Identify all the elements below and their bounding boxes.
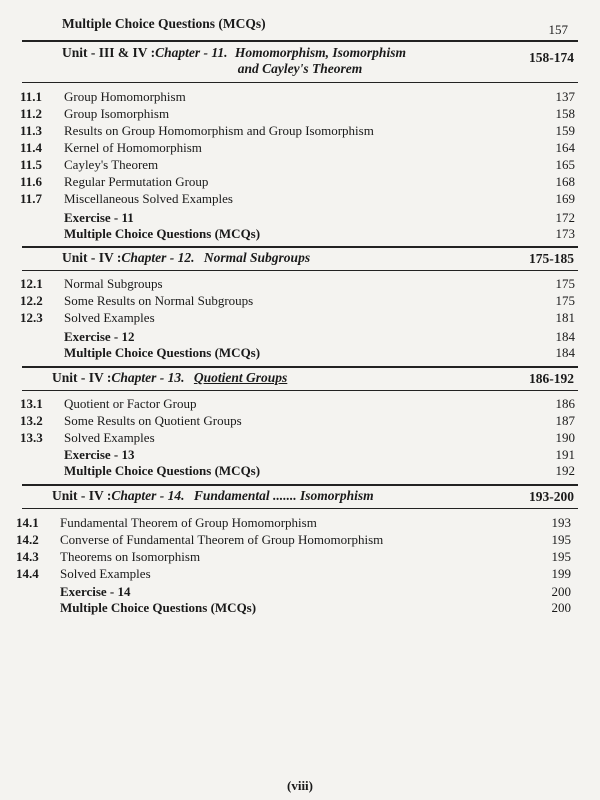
chapter-14-heading bbox=[52, 488, 374, 504]
chapter-14-title: Fundamental ....... Isomorphism bbox=[193, 488, 374, 503]
page-number-footer: (viii) bbox=[287, 778, 313, 793]
chapter-14-header bbox=[22, 484, 578, 509]
exercise-row: Exercise - 12 184 bbox=[64, 329, 575, 344]
toc-row: 14.1 Fundamental Theorem of Group Homomorphism 193 bbox=[16, 515, 571, 530]
mcq-row: Multiple Choice Questions (MCQs) 184 bbox=[64, 345, 575, 360]
chapter-11-label: Chapter - 11. bbox=[155, 45, 228, 60]
chapter-12-range: 175-185 bbox=[529, 251, 574, 266]
exercise-row: Exercise - 14 200 bbox=[60, 584, 571, 599]
chapter-14-range: 193-200 bbox=[529, 489, 574, 504]
toc-row: 11.3 Results on Group Homomorphism and Group Isomorphism 159 bbox=[20, 123, 575, 138]
chapter-11-title-line2: and Cayley's Theorem bbox=[237, 61, 363, 76]
toc-row: 13.1 Quotient or Factor Group 186 bbox=[20, 396, 575, 411]
chapter-12-title: Normal Subgroups bbox=[203, 250, 311, 265]
chapter-13-unit: Unit - IV : bbox=[52, 370, 112, 385]
chapter-13-title: Quotient Groups bbox=[193, 370, 288, 385]
toc-row: 13.3 Solved Examples 190 bbox=[20, 430, 575, 445]
toc-row: 11.4 Kernel of Homomorphism 164 bbox=[20, 140, 575, 155]
exercise-row: Exercise - 13 191 bbox=[64, 447, 575, 462]
mcq-row: Multiple Choice Questions (MCQs) 192 bbox=[64, 463, 575, 478]
top-mcq-title: Multiple Choice Questions (MCQs) bbox=[62, 16, 266, 31]
mcq-row: Multiple Choice Questions (MCQs) 173 bbox=[64, 226, 575, 241]
chapter-14-label: Chapter - 14. bbox=[111, 488, 185, 503]
toc-row: 13.2 Some Results on Quotient Groups 187 bbox=[20, 413, 575, 428]
chapter-14-unit: Unit - IV : bbox=[52, 488, 112, 503]
toc-row: 11.5 Cayley's Theorem 165 bbox=[20, 157, 575, 172]
chapter-13-label: Chapter - 13. bbox=[111, 370, 185, 385]
chapter-13-heading bbox=[52, 370, 287, 386]
chapter-12-header bbox=[22, 246, 578, 271]
chapter-11-range: 158-174 bbox=[529, 50, 574, 65]
chapter-11-title: Homomorphism, Isomorphism bbox=[234, 45, 406, 60]
chapter-13-header bbox=[22, 366, 578, 391]
chapter-12-label: Chapter - 12. bbox=[121, 250, 195, 265]
toc-row: 12.3 Solved Examples 181 bbox=[20, 310, 575, 325]
toc-row: 14.3 Theorems on Isomorphism 195 bbox=[16, 549, 571, 564]
exercise-row: Exercise - 11 172 bbox=[64, 210, 575, 225]
chapter-12-unit: Unit - IV : bbox=[62, 250, 122, 265]
chapter-11-heading bbox=[62, 45, 406, 61]
chapter-12-heading bbox=[62, 250, 310, 266]
chapter-13-range: 186-192 bbox=[529, 371, 574, 386]
toc-row: 12.2 Some Results on Normal Subgroups 175 bbox=[20, 293, 575, 308]
toc-row: 11.2 Group Isomorphism 158 bbox=[20, 106, 575, 121]
toc-row: 14.4 Solved Examples 199 bbox=[16, 566, 571, 581]
toc-row: 11.7 Miscellaneous Solved Examples 169 bbox=[20, 191, 575, 206]
chapter-11-header bbox=[22, 40, 578, 83]
chapter-11-unit: Unit - III & IV : bbox=[62, 45, 156, 60]
toc-row: 11.1 Group Homomorphism 137 bbox=[20, 89, 575, 104]
toc-row: 12.1 Normal Subgroups 175 bbox=[20, 276, 575, 291]
toc-row: 14.2 Converse of Fundamental Theorem of Group Homomorphism 195 bbox=[16, 532, 571, 547]
top-mcq-page: 157 bbox=[548, 22, 568, 37]
toc-row: 11.6 Regular Permutation Group 168 bbox=[20, 174, 575, 189]
mcq-row: Multiple Choice Questions (MCQs) 200 bbox=[60, 600, 571, 615]
